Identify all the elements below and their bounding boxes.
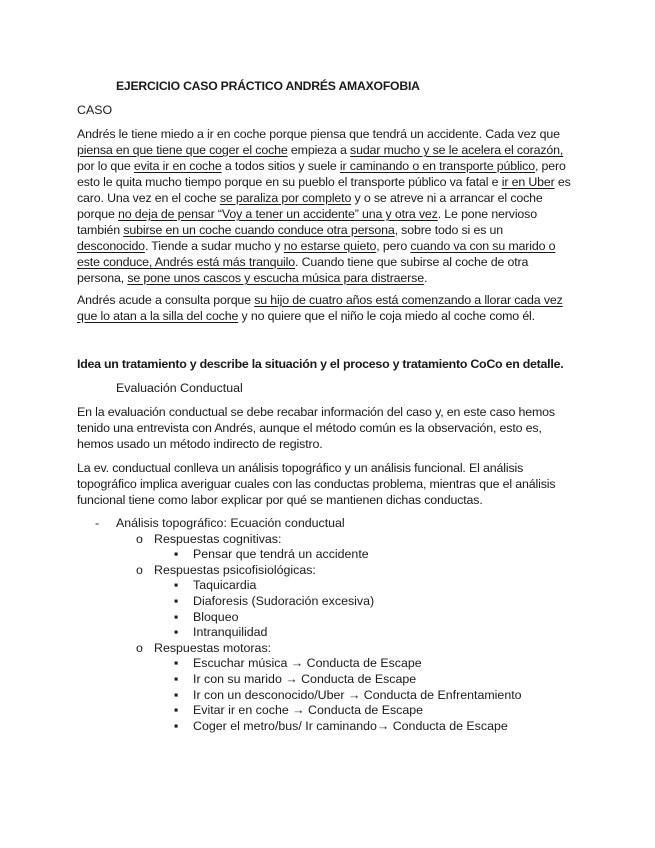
response-item: Taquicardia (193, 578, 257, 593)
list-marker-square: ▪ (174, 594, 179, 608)
document-title: EJERCICIO CASO PRÁCTICO ANDRÉS AMAXOFOBIA (116, 79, 420, 93)
underlined-text: se pone unos cascos y escucha música para distraerse (127, 271, 424, 285)
underlined-text: se paraliza por completo (219, 191, 352, 205)
response-group-label: Respuestas motoras: (154, 640, 272, 655)
list-marker-circle: o (136, 562, 143, 577)
response-item: Escuchar música → Conducta de Escape (193, 656, 422, 671)
response-item: Ir con su marido → Conducta de Escape (193, 672, 417, 686)
underlined-text: evita ir en coche (133, 159, 222, 173)
list-marker-square: ▪ (174, 578, 179, 593)
text-segment: . Cuando tiene que subirse al coche de otra persona, (77, 255, 529, 285)
list-marker-circle: o (136, 640, 143, 655)
underlined-text: sudar mucho y se le acelera el corazón, (350, 143, 564, 157)
underlined-text: no estarse quieto (283, 239, 377, 253)
underlined-text: ir en Uber (501, 175, 555, 189)
list-marker-square: ▪ (174, 672, 179, 686)
text-segment: y no quiere que el niño le coja miedo al coche como él. (238, 309, 535, 323)
text-segment: y o se atreve ni a arrancar el coche porque (77, 191, 543, 221)
text-segment: . Le pone nervioso también (77, 207, 537, 237)
evaluation-heading: Evaluación Conductual (116, 381, 243, 395)
list-marker-square: ▪ (174, 687, 179, 702)
list-marker-square: ▪ (174, 547, 179, 562)
list-marker-square: ▪ (174, 718, 179, 733)
underlined-text: subirse en un coche cuando conduce otra persona (123, 223, 395, 237)
response-item: Pensar que tendrá un accidente (193, 547, 369, 562)
text-segment: , pero esto le quita mucho tiempo porque en su pueblo el transporte público va fatal e (77, 159, 566, 189)
text-segment: Andrés acude a consulta porque (77, 293, 255, 307)
list-marker-square: ▪ (174, 625, 179, 640)
list-marker-circle: o (136, 531, 143, 546)
evaluation-paragraph: En la evaluación conductual se debe recabar información del caso y, en este caso hemos tenido una entrevista con Andrés, aunque el método común es la observación, esto es, hemos usado un método indirecto de registro. (77, 405, 555, 451)
underlined-text: desconocido (77, 239, 145, 253)
response-item: Evitar ir en coche → Conducta de Escape (193, 703, 424, 718)
response-group-label: Respuestas cognitivas: (154, 531, 282, 546)
text-segment: . (423, 271, 428, 285)
response-item: Diaforesis (Sudoración excesiva) (193, 594, 375, 608)
case-paragraph (77, 126, 577, 286)
underlined-text: cuando va con su marido o este conduce, Andrés está más tranquilo (77, 239, 556, 269)
response-item: Ir con un desconocido/Uber → Conducta de Enfrentamiento (193, 687, 522, 702)
response-item: Bloqueo (193, 609, 239, 624)
underlined-text: ir caminando o en transporte público (339, 159, 535, 173)
caso-label: CASO (77, 103, 113, 117)
underlined-text: piensa en que tiene que coger el coche (77, 143, 288, 157)
text-segment: Andrés le tiene miedo a ir en coche porque piensa que tendrá un accidente. Cada vez que (77, 127, 560, 141)
list-marker-square: ▪ (174, 656, 179, 671)
list-marker-square: ▪ (174, 609, 179, 624)
text-segment: . Tiende a sudar mucho y (144, 239, 284, 253)
text-segment: empieza a (287, 143, 351, 157)
question-heading: Idea un tratamiento y describe la situación y el proceso y tratamiento CoCo en detalle. (77, 357, 564, 371)
list-marker-dash: - (95, 516, 100, 530)
outline-item: Análisis topográfico: Ecuación conductual (116, 516, 345, 530)
text-segment: es caro. Una vez en el coche (77, 175, 571, 205)
list-marker-square: ▪ (174, 703, 179, 718)
text-segment: , pero (376, 239, 411, 253)
underlined-text: no deja de pensar “Voy a tener un accidente” una y otra vez (117, 207, 438, 221)
underlined-text: su hijo de cuatro años está comenzando a llorar cada vez que lo atan a la silla del coche (77, 293, 563, 323)
analysis-paragraph: La ev. conductual conlleva un análisis topográfico y un análisis funcional. El análisis topográfico implica averiguar cuales con las conductas problema, mientras que el análisis funcional tiene como labor explicar por qué se mantienen dichas conductas. (77, 461, 556, 507)
text-segment: a todos sitios y suele (221, 159, 340, 173)
text-segment: , sobre todo si es un (394, 223, 504, 237)
response-group-label: Respuestas psicofisiológicas: (154, 562, 316, 577)
text-segment: por lo que (77, 159, 134, 173)
response-item: Intranquilidad (193, 625, 268, 640)
consultation-paragraph (77, 292, 577, 324)
response-item: Coger el metro/bus/ Ir caminando→ Conducta de Escape (193, 718, 508, 733)
